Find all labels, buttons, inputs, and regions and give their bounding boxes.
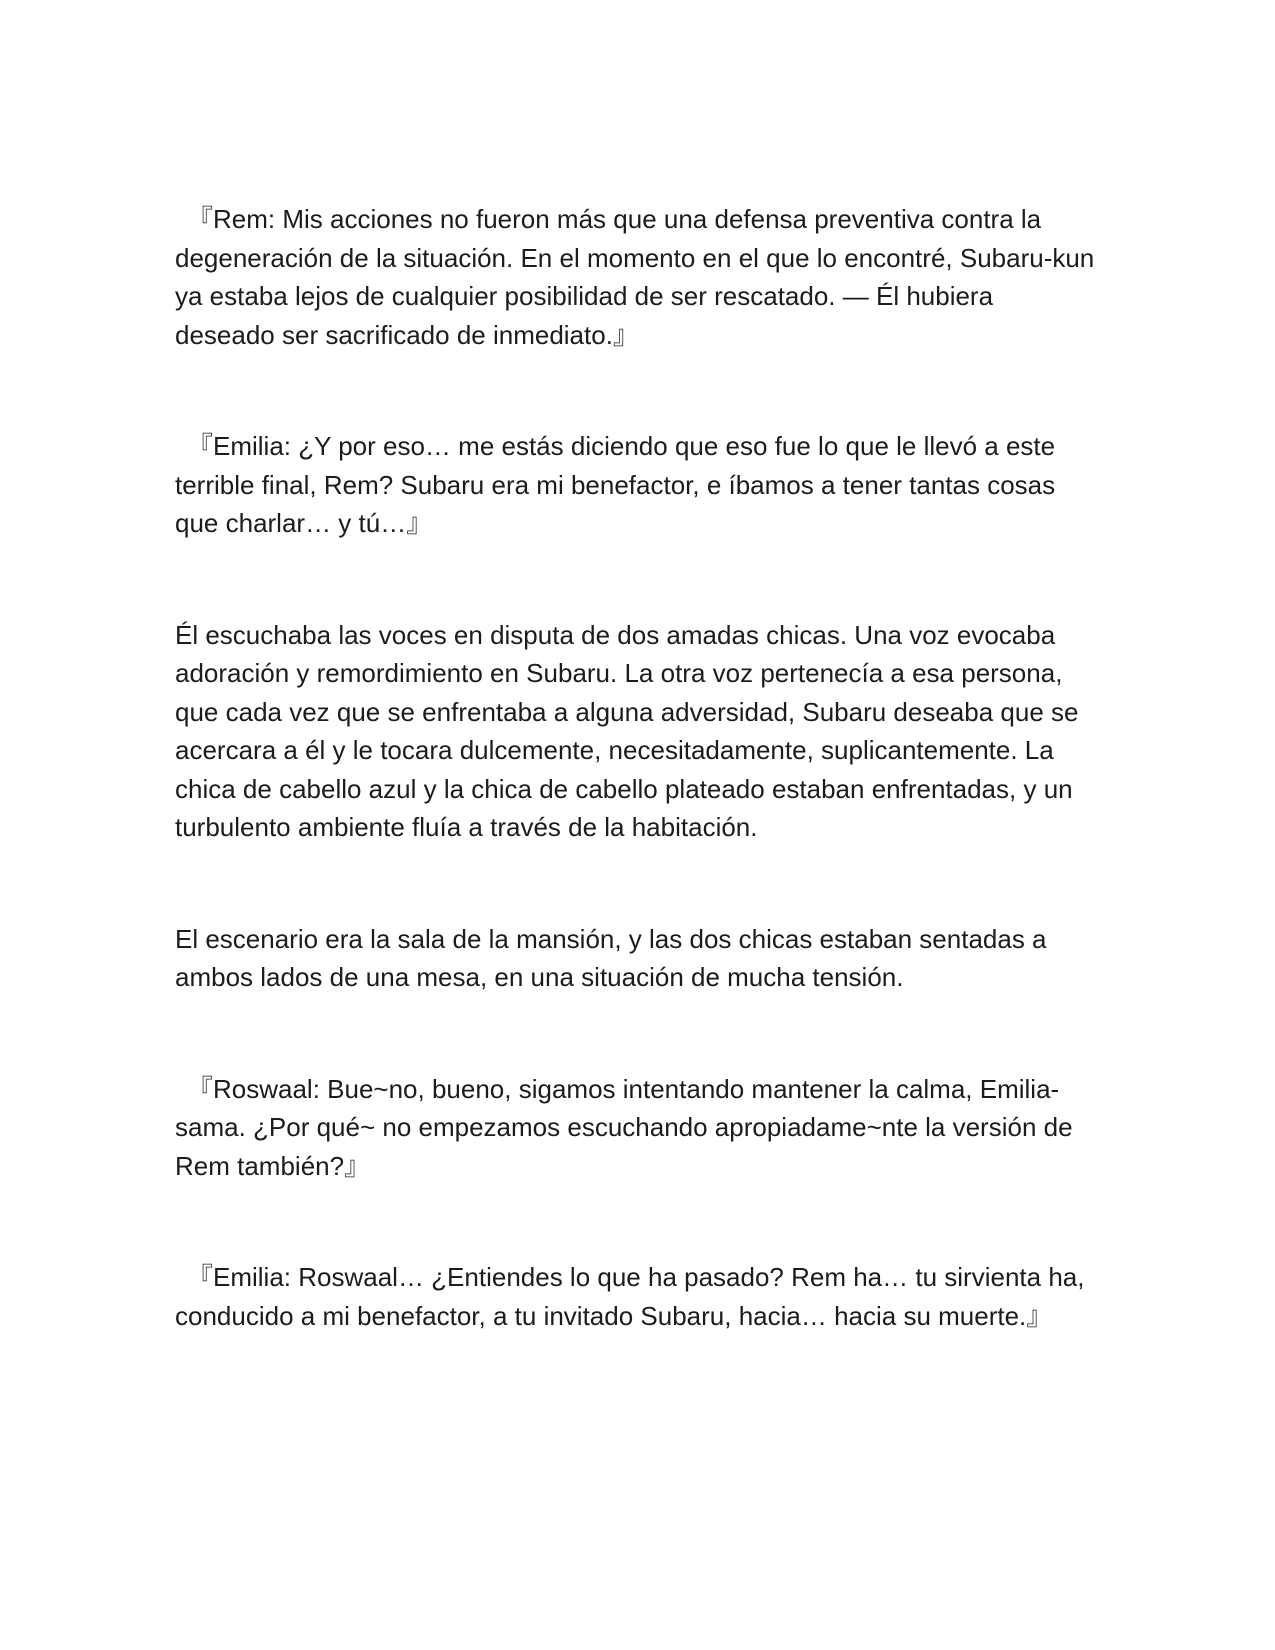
paragraph-narration-setting: El escenario era la sala de la mansión, y las dos chicas estaban sentadas a ambos lados de una mesa, en una situación de mucha tensión. bbox=[175, 923, 1047, 992]
paragraph-narration: Él escuchaba las voces en disputa de dos amadas chicas. Una voz evocaba adoración y remordimiento en Subaru. La otra voz pertenecía a esa persona, que cada vez que se enfrentaba a alguna adversidad, Subaru deseaba que se acercara a él y le tocara dulcemente, necesitadamente, suplicantemente. La chica de cabello azul y la chica de cabello plateado estaban enfrentadas, y un turbulento ambiente fluía a través de la habitación. bbox=[175, 619, 1079, 842]
paragraph-rem-dialogue: 『Rem: Mis acciones no fueron más que una defensa preventiva contra la degeneración de la situación. En el momento en el que lo encontré, Subaru-kun ya estaba lejos de cualquier posibilidad de ser rescatado. — Él hubiera deseado ser sacrificado de inmediato.』 bbox=[175, 204, 1095, 350]
paragraph-emilia-dialogue: 『Emilia: ¿Y por eso… me estás diciendo que eso fue lo que le llevó a este terrible final, Rem? Subaru era mi benefactor, e íbamos a tener tantas cosas que charlar… y tú…』 bbox=[175, 431, 1056, 538]
paragraph-emilia-dialogue-2: 『Emilia: Roswaal… ¿Entiendes lo que ha pasado? Rem ha… tu sirvienta ha, conducido a mi benefactor, a tu invitado Subaru, hacia… hacia su muerte.』 bbox=[175, 1262, 1085, 1331]
paragraph-roswaal-dialogue: 『Roswaal: Bue~no, bueno, sigamos intentando mantener la calma, Emilia-sama. ¿Por qué~ no empezamos escuchando apropiadame~nte la versión de Rem también?』 bbox=[175, 1073, 1073, 1181]
document-body bbox=[175, 200, 1095, 1335]
